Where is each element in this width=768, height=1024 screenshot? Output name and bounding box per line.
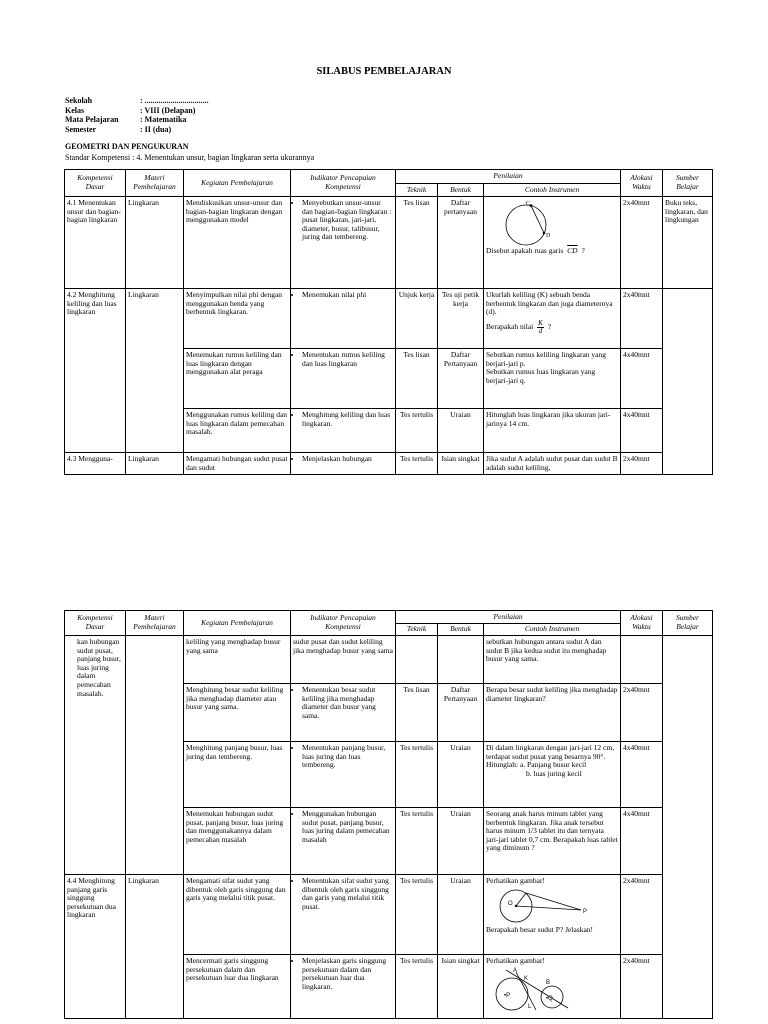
cell-bentuk: Uraian (438, 409, 484, 453)
cell-kegiatan: Menghitung besar sudut keliling jika menghadap diameter atau busur yang sama. (184, 684, 291, 742)
cell-materi (126, 636, 184, 875)
cell-kd: 4.4 Menghitung panjang garis singgung persekutuan dua lingkaran (65, 875, 126, 1019)
competency-standard: Standar Kompetensi : 4. Menentukan unsur, bagian lingkaran serta ukurannya (65, 153, 315, 162)
meta-value: : Matematika (140, 115, 187, 124)
cell-kegiatan: Mendiskusikan unsur-unsur dan bagian-bagian lingkaran dengan menggunakan model (184, 197, 291, 289)
cell-teknik: Unjuk kerja (396, 289, 438, 349)
tangent-line-diagram (486, 886, 596, 926)
indicator-item: • Menggunakan hubungan sudut pusat, panjang busur, luas juring dalam pemecahan masalah (302, 810, 393, 844)
question-mark: ? (581, 246, 585, 255)
cell-teknik: Tes lisan (396, 197, 438, 289)
cell-indikator (291, 742, 396, 808)
cell-contoh: Jika sudut A adalah sudut pusat dan sudut B adalah sudut keliling, (484, 453, 621, 475)
cell-indikator: sudut pusat dan sudut keliling jika menghadap busur yang sama (291, 636, 396, 684)
cell-alokasi: 2x40mnt (621, 197, 663, 289)
cell-bentuk: Isian singkat (438, 453, 484, 475)
meta-label: Kelas (65, 105, 85, 115)
indicator-item: • Menentukan rumus keliling dan luas lingkaran (302, 351, 393, 368)
cell-contoh: sebutkan hubungan antara sudut A dan sudut B jika kedua sudut itu menghadap busur yang sama. (484, 636, 621, 684)
cell-materi: Lingkaran (126, 875, 184, 1019)
cell-alokasi: 2x40mnt (621, 875, 663, 955)
table-row (65, 636, 713, 684)
cell-bentuk: Uraian (438, 742, 484, 808)
header-kegiatan: Kegiatan Pembelajaran (184, 170, 291, 197)
cell-sumber (663, 636, 713, 1019)
cell-indikator (291, 453, 396, 475)
meta-row-sekolah (65, 96, 209, 106)
header-kd: Kompetensi Dasar (65, 611, 126, 636)
cell-bentuk: Isian singkat (438, 955, 484, 1019)
cell-indikator (291, 349, 396, 409)
indicator-item: • Menentukan sifat sudut yang dibentuk oleh garis singgung dan garis yang melalui titik pusat. (302, 877, 393, 911)
instrument-text: Perhatikan gambar! (486, 876, 545, 885)
indicator-item: • Menyebutkan unsur-unsur dan bagian-bagian lingkaran : pusat lingkaran, jari-jari, diameter, busur, talibusur, juring dan tembereng. (302, 199, 393, 242)
cell-contoh: Seorang anak harus minum tablet yang berbentuk lingkaran. Jika anak tersebut harus minum 1/3 tablet itu dan ternyata jari-jari tablet 0,7 cm. Berapakah luas tablet yang diminum ? (484, 808, 621, 875)
cell-kd: 4.3 Mengguna- (65, 453, 126, 475)
header-sumber: Sumber Belajar (663, 611, 713, 636)
syllabus-table-page-1 (64, 169, 713, 475)
header-contoh: Contoh Instrumen (484, 624, 621, 636)
page-title: SILABUS PEMBELAJARAN (316, 66, 452, 77)
cell-kegiatan: Menggunakan rumus keliling dan luas lingkaran dalam pemecahan masalah. (184, 409, 291, 453)
indicator-item: • Menentukan panjang busur, luas juring dan luas tembereng. (302, 744, 393, 770)
cell-materi: Lingkaran (126, 453, 184, 475)
cell-contoh (484, 875, 621, 955)
fraction-formula (537, 320, 544, 335)
header-alokasi: Alokasi Waktu (621, 170, 663, 197)
point-k-label: K (524, 975, 529, 982)
cell-kegiatan: Menemukan rumus keliling dan luas lingkaran dengan menggunakan alat peraga (184, 349, 291, 409)
cell-bentuk (438, 636, 484, 684)
cell-alokasi: 2x40mnt (621, 684, 663, 742)
cell-bentuk: Daftar Pertanyaan (438, 349, 484, 409)
cell-materi: Lingkaran (126, 197, 184, 289)
cell-sumber (663, 289, 713, 475)
table-row (65, 875, 713, 955)
point-p-label: P (583, 908, 588, 915)
point-d-dot (543, 232, 546, 235)
header-teknik: Teknik (396, 624, 438, 636)
instrument-question (486, 320, 618, 335)
syllabus-table-page-2 (64, 610, 713, 1019)
meta-value: : II (dua) (140, 124, 172, 134)
meta-label: Mata Pelajaran (65, 115, 119, 124)
fraction-numerator: K (538, 318, 543, 327)
cell-contoh: Hitunglah luas lingkaran jika ukuran jari-jarinya 14 cm. (484, 409, 621, 453)
section-heading: GEOMETRI DAN PENGUKURAN (65, 142, 189, 151)
indicator-item: • Menjelaskan hubungan (302, 455, 393, 464)
header-indikator: Indikator Pencapaian Kompetensi (291, 611, 396, 636)
circle-chord-diagram (486, 199, 566, 247)
cell-indikator (291, 197, 396, 289)
point-l-label: L (528, 1003, 532, 1010)
cell-bentuk: Daftar pertanyaan (438, 197, 484, 289)
header-sumber: Sumber Belajar (663, 170, 713, 197)
cell-alokasi: 4x40mnt (621, 349, 663, 409)
cell-indikator (291, 808, 396, 875)
point-q-label: •Q (546, 995, 553, 1002)
cell-kegiatan: Menyimpulkan nilai phi dengan menggunakan benda yang berbentuk lingkaran. (184, 289, 291, 349)
cell-kegiatan: keliling yang menghadap busur yang sama (184, 636, 291, 684)
cell-indikator (291, 684, 396, 742)
header-penilaian: Penilaian (396, 611, 621, 624)
indicator-item: • Menemukan nilai phi (302, 291, 393, 300)
cell-kd: kan hubungan sudut pusat, panjang busur, luas juring dalam pemecahan masalah. (65, 636, 126, 875)
two-circles-tangent-diagram (486, 966, 576, 1012)
cell-kegiatan: Mengamati hubungan sudut pusat dan sudut (184, 453, 291, 475)
cell-kegiatan: Mencermati garis singgung persekutuan dalam dan persekutuan luar dua lingkaran (184, 955, 291, 1019)
cell-alokasi: 4x40mnt (621, 808, 663, 875)
instrument-text: b. luas juring kecil (526, 768, 582, 778)
meta-value: : ................................ (140, 96, 209, 105)
cell-alokasi: 4x40mnt (621, 409, 663, 453)
meta-value: : VIII (Delapan) (140, 105, 196, 115)
instrument-text: Berapakah besar sudut P? Jelaskan! (486, 924, 594, 934)
table-row (65, 453, 713, 475)
point-c-dot (530, 204, 533, 207)
point-b-label: B (546, 979, 551, 986)
header-bentuk: Bentuk (438, 624, 484, 636)
cell-teknik: Tes tertulis (396, 955, 438, 1019)
cell-sumber: Buku teks, lingkaran, dan lingkungan (663, 197, 713, 289)
cell-contoh (484, 955, 621, 1019)
point-o-label: O (508, 900, 513, 907)
cell-kegiatan: Menemukan hubungan sudut pusat, panjang busur, luas juring dan menggunakannya dalam pemecahan masalah (184, 808, 291, 875)
meta-row-kelas (65, 106, 209, 116)
point-d-label: D (546, 233, 551, 239)
tangent-line-1 (506, 967, 568, 1008)
indicator-item: • Menentukan besar sudut keliling jika menghadap diameter dan busur yang sama. (302, 686, 393, 720)
cell-bentuk: Tes uji petik kerja (438, 289, 484, 349)
table-row (65, 197, 713, 289)
cell-contoh (484, 349, 621, 409)
table-row (65, 289, 713, 349)
cell-teknik: Tes lisan (396, 349, 438, 409)
header-contoh: Contoh Instrumen (484, 184, 621, 197)
cell-bentuk: Uraian (438, 875, 484, 955)
cell-teknik: Tes tertulis (396, 808, 438, 875)
cell-alokasi: 2x40mnt (621, 955, 663, 1019)
circle-p-shape (496, 975, 529, 1010)
cell-contoh: Berapa besar sudut keliling jika menghadap diameter lingkaran? (484, 684, 621, 742)
instrument-text: Di dalam lingkaran dengan jari-jari 12 cm, terdapat sudut pusat yang besarnya 90°. (486, 743, 615, 761)
instrument-text: Sebutkan rumus keliling lingkaran yang berjari-jari p. (486, 350, 606, 368)
meta-label: Semester (65, 124, 97, 134)
indicator-item: • Menghitung keliling dan luas lingkaran. (302, 411, 393, 428)
cell-bentuk: Uraian (438, 808, 484, 875)
indicator-item: • Menjelaskan garis singgung persekutuan dalam dan persekutuan luar dua lingkaran. (302, 957, 393, 991)
cell-indikator (291, 289, 396, 349)
header-kd: Kompetensi Dasar (65, 170, 126, 197)
instrument-text: Berapakah nilai (486, 322, 534, 331)
cell-kd: 4.2 Menghitung keliling dan luas lingkaran (65, 289, 126, 453)
cell-kegiatan: Menghitung panjang busur, luas juring dan tembereng. (184, 742, 291, 808)
cell-indikator (291, 409, 396, 453)
point-a-label: A (513, 967, 518, 974)
fraction-denominator: d (538, 326, 543, 335)
instrument-text: Hitunglah: a. Panjang busur kecil (486, 760, 587, 770)
cell-materi: Lingkaran (126, 289, 184, 453)
cell-contoh (484, 742, 621, 808)
meta-label: Sekolah (65, 96, 93, 105)
meta-row-semester (65, 125, 209, 135)
header-kegiatan: Kegiatan Pembelajaran (184, 611, 291, 636)
question-mark: ? (547, 322, 552, 331)
cell-kd: 4.1 Menentukan unsur dan bagian-bagian lingkaran (65, 197, 126, 289)
instrument-text: Perhatikan gambar! (486, 956, 545, 965)
cell-teknik: Tes tertulis (396, 742, 438, 808)
cell-alokasi: 2x40mnt (621, 289, 663, 349)
instrument-text: Ukurlah keliling (K) sebuah benda berbentuk lingkaran dan juga diameternya (d). (486, 290, 613, 317)
document-meta (65, 96, 209, 134)
instrument-text: Sebutkan rumus luas lingkaran yang berjari-jari q. (486, 367, 596, 385)
header-bentuk: Bentuk (438, 184, 484, 197)
header-materi: Materi Pembelajaran (126, 170, 184, 197)
cell-teknik: Tes tertulis (396, 453, 438, 475)
cell-teknik (396, 636, 438, 684)
header-alokasi: Alokasi Waktu (621, 611, 663, 636)
cell-contoh (484, 289, 621, 349)
header-indikator: Indikator Pencapaian Kompetensi (291, 170, 396, 197)
cell-alokasi: 4x40mnt (621, 742, 663, 808)
cell-contoh (484, 197, 621, 289)
cell-teknik: Tes tertulis (396, 409, 438, 453)
radius-line (516, 893, 526, 906)
point-p-label: •P (504, 992, 511, 999)
segment-label: $\overline{CD}$ (567, 246, 578, 255)
cell-indikator (291, 955, 396, 1019)
header-penilaian: Penilaian (396, 170, 621, 184)
chord-line (531, 206, 544, 233)
header-teknik: Teknik (396, 184, 438, 197)
cell-bentuk: Daftar Pertanyaan (438, 684, 484, 742)
point-c-label: C (526, 201, 531, 207)
meta-row-mapel (65, 115, 209, 125)
cell-teknik: Tes tertulis (396, 875, 438, 955)
cell-teknik: Tes lisan (396, 684, 438, 742)
cell-alokasi (621, 636, 663, 684)
instrument-text: Disebut apakah ruas garis (486, 246, 564, 255)
cell-alokasi: 2x40mnt (621, 453, 663, 475)
cell-kegiatan: Mengamati sifat sudut yang dibentuk oleh garis singgung dan garis yang melalui titik pusat. (184, 875, 291, 955)
cell-indikator (291, 875, 396, 955)
header-materi: Materi Pembelajaran (126, 611, 184, 636)
